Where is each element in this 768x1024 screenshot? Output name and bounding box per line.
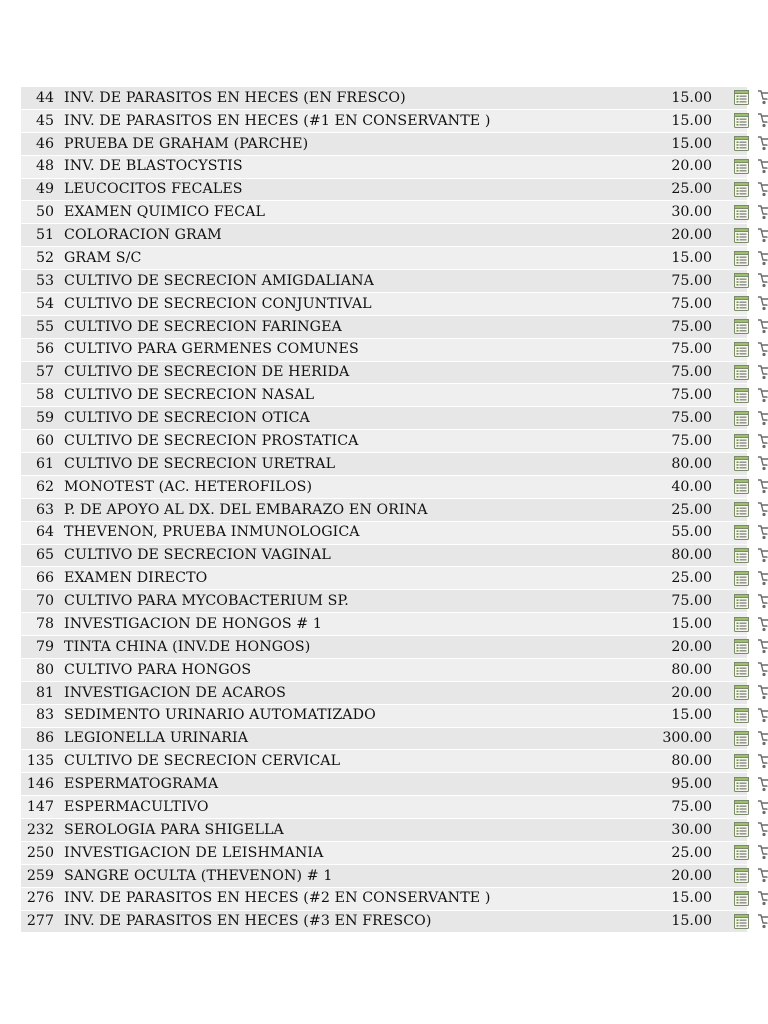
test-code: 61 — [35, 455, 54, 472]
test-code: 51 — [35, 227, 54, 244]
table-row — [21, 224, 747, 247]
document-list-icon[interactable] — [732, 799, 751, 816]
document-list-icon[interactable] — [732, 158, 751, 175]
add-to-cart-icon[interactable] — [757, 158, 768, 175]
test-code: 50 — [35, 204, 54, 221]
add-to-cart-icon[interactable] — [757, 318, 768, 335]
row-actions — [732, 478, 768, 495]
test-price: 15.00 — [671, 913, 712, 930]
test-code: 78 — [35, 615, 54, 632]
row-actions — [732, 730, 768, 747]
row-actions — [732, 638, 768, 655]
test-name: EXAMEN DIRECTO — [64, 571, 208, 586]
add-to-cart-icon[interactable] — [757, 570, 768, 587]
add-to-cart-icon[interactable] — [757, 524, 768, 541]
add-to-cart-icon[interactable] — [757, 844, 768, 861]
test-code: 81 — [35, 684, 54, 701]
test-code: 58 — [35, 387, 54, 404]
table-row — [21, 773, 747, 796]
test-name: CULTIVO DE SECRECION CONJUNTIVAL — [64, 296, 372, 311]
document-list-icon[interactable] — [732, 433, 751, 450]
test-price: 15.00 — [671, 89, 712, 106]
document-list-icon[interactable] — [732, 501, 751, 518]
test-price: 80.00 — [671, 455, 712, 472]
test-name: CULTIVO PARA MYCOBACTERIUM SP. — [64, 594, 349, 609]
table-row — [21, 339, 747, 362]
test-price: 95.00 — [671, 776, 712, 793]
document-list-icon[interactable] — [732, 181, 751, 198]
test-name: SANGRE OCULTA (THEVENON) # 1 — [64, 868, 333, 883]
test-price: 75.00 — [671, 387, 712, 404]
add-to-cart-icon[interactable] — [757, 204, 768, 221]
table-row — [21, 384, 747, 407]
table-row — [21, 842, 747, 865]
row-actions — [732, 524, 768, 541]
document-list-icon[interactable] — [732, 341, 751, 358]
row-actions — [732, 250, 768, 267]
document-list-icon[interactable] — [732, 821, 751, 838]
row-actions — [732, 135, 768, 152]
test-price: 15.00 — [671, 112, 712, 129]
test-name: CULTIVO PARA HONGOS — [64, 662, 252, 677]
document-list-icon[interactable] — [732, 204, 751, 221]
add-to-cart-icon[interactable] — [757, 799, 768, 816]
test-name: TINTA CHINA (INV.DE HONGOS) — [64, 639, 311, 655]
test-price: 80.00 — [671, 547, 712, 564]
test-name: CULTIVO DE SECRECION DE HERIDA — [64, 365, 350, 380]
row-actions — [732, 433, 768, 450]
document-list-icon[interactable] — [732, 570, 751, 587]
add-to-cart-icon[interactable] — [757, 410, 768, 427]
document-list-icon[interactable] — [732, 112, 751, 129]
table-row — [21, 682, 747, 705]
add-to-cart-icon[interactable] — [757, 684, 768, 701]
document-list-icon[interactable] — [732, 638, 751, 655]
test-price: 80.00 — [671, 661, 712, 678]
row-actions — [732, 799, 768, 816]
add-to-cart-icon[interactable] — [757, 341, 768, 358]
test-name: CULTIVO DE SECRECION VAGINAL — [64, 548, 331, 563]
document-list-icon[interactable] — [732, 867, 751, 884]
test-code: 57 — [35, 364, 54, 381]
test-price: 20.00 — [671, 684, 712, 701]
test-code: 146 — [26, 776, 54, 793]
test-name: INV. DE PARASITOS EN HECES (#3 EN FRESCO) — [64, 914, 432, 929]
test-code: 46 — [35, 135, 54, 152]
document-list-icon[interactable] — [732, 250, 751, 267]
test-name: SEROLOGIA PARA SHIGELLA — [64, 822, 284, 838]
document-list-icon[interactable] — [732, 410, 751, 427]
test-name: CULTIVO DE SECRECION AMIGDALIANA — [64, 273, 374, 289]
row-actions — [732, 455, 768, 472]
add-to-cart-icon[interactable] — [757, 776, 768, 793]
row-actions — [732, 295, 768, 312]
test-code: 80 — [35, 661, 54, 678]
test-name: INVESTIGACION DE ACAROS — [64, 685, 286, 700]
table-row — [21, 407, 747, 430]
test-name: GRAM S/C — [64, 250, 142, 266]
add-to-cart-icon[interactable] — [757, 478, 768, 495]
row-actions — [732, 227, 768, 244]
test-code: 55 — [35, 318, 54, 335]
test-code: 147 — [26, 798, 54, 815]
test-name: LEUCOCITOS FECALES — [64, 182, 243, 197]
test-name: COLORACION GRAM — [64, 228, 222, 243]
row-actions — [732, 410, 768, 427]
test-price: 20.00 — [671, 638, 712, 655]
add-to-cart-icon[interactable] — [757, 364, 768, 381]
add-to-cart-icon[interactable] — [757, 821, 768, 838]
document-list-icon[interactable] — [732, 661, 751, 678]
test-code: 232 — [26, 821, 54, 838]
test-price: 75.00 — [671, 295, 712, 312]
test-name: CULTIVO DE SECRECION FARINGEA — [64, 319, 342, 334]
test-price: 75.00 — [671, 364, 712, 381]
test-name: CULTIVO DE SECRECION OTICA — [64, 411, 310, 426]
add-to-cart-icon[interactable] — [757, 547, 768, 564]
row-actions — [732, 89, 768, 106]
table-row — [21, 453, 747, 476]
add-to-cart-icon[interactable] — [757, 501, 768, 518]
table-row — [21, 819, 747, 842]
test-name: INV. DE PARASITOS EN HECES (EN FRESCO) — [64, 90, 406, 106]
row-actions — [732, 867, 768, 884]
test-price: 75.00 — [671, 318, 712, 335]
document-list-icon[interactable] — [732, 890, 751, 907]
test-price: 40.00 — [671, 478, 712, 495]
test-code: 79 — [35, 638, 54, 655]
row-actions — [732, 821, 768, 838]
test-price: 25.00 — [671, 844, 712, 861]
test-name: CULTIVO PARA GERMENES COMUNES — [64, 342, 359, 357]
add-to-cart-icon[interactable] — [757, 616, 768, 633]
table-row — [21, 545, 747, 568]
test-code: 70 — [35, 593, 54, 610]
test-price: 15.00 — [671, 615, 712, 632]
add-to-cart-icon[interactable] — [757, 272, 768, 289]
test-code: 59 — [35, 410, 54, 427]
test-name: EXAMEN QUIMICO FECAL — [64, 205, 266, 220]
row-actions — [732, 204, 768, 221]
test-name: PRUEBA DE GRAHAM (PARCHE) — [64, 136, 309, 151]
table-row — [21, 156, 747, 179]
row-actions — [732, 844, 768, 861]
table-row — [21, 110, 747, 133]
document-list-icon[interactable] — [732, 318, 751, 335]
row-actions — [732, 364, 768, 381]
table-row — [21, 865, 747, 888]
document-list-icon[interactable] — [732, 227, 751, 244]
table-row — [21, 316, 747, 339]
row-actions — [732, 776, 768, 793]
test-code: 66 — [35, 570, 54, 587]
document-list-icon[interactable] — [732, 524, 751, 541]
row-actions — [732, 318, 768, 335]
table-row — [21, 590, 747, 613]
test-price: 30.00 — [671, 821, 712, 838]
test-code: 54 — [35, 295, 54, 312]
test-price: 15.00 — [671, 707, 712, 724]
test-code: 65 — [35, 547, 54, 564]
document-list-icon[interactable] — [732, 295, 751, 312]
add-to-cart-icon[interactable] — [757, 433, 768, 450]
test-name: THEVENON, PRUEBA INMUNOLOGICA — [64, 525, 360, 540]
row-actions — [732, 913, 768, 930]
document-list-icon[interactable] — [732, 684, 751, 701]
document-list-icon[interactable] — [732, 776, 751, 793]
test-code: 53 — [35, 272, 54, 289]
row-actions — [732, 181, 768, 198]
test-name: CULTIVO DE SECRECION CERVICAL — [64, 754, 341, 769]
table-row — [21, 430, 747, 453]
table-row — [21, 567, 747, 590]
table-row — [21, 911, 747, 934]
add-to-cart-icon[interactable] — [757, 89, 768, 106]
test-name: INV. DE BLASTOCYSTIS — [64, 159, 243, 174]
table-row — [21, 499, 747, 522]
test-name: ESPERMATOGRAMA — [64, 777, 219, 792]
test-price: 15.00 — [671, 135, 712, 152]
test-name: INV. DE PARASITOS EN HECES (#2 EN CONSERVANTE ) — [64, 891, 491, 906]
add-to-cart-icon[interactable] — [757, 112, 768, 129]
document-list-icon[interactable] — [732, 730, 751, 747]
test-name: CULTIVO DE SECRECION PROSTATICA — [64, 433, 359, 449]
document-list-icon[interactable] — [732, 364, 751, 381]
row-actions — [732, 707, 768, 724]
add-to-cart-icon[interactable] — [757, 227, 768, 244]
add-to-cart-icon[interactable] — [757, 250, 768, 267]
row-actions — [732, 112, 768, 129]
add-to-cart-icon[interactable] — [757, 455, 768, 472]
table-row — [21, 522, 747, 545]
test-price: 15.00 — [671, 249, 712, 266]
test-price: 75.00 — [671, 410, 712, 427]
test-name: SEDIMENTO URINARIO AUTOMATIZADO — [64, 708, 376, 723]
add-to-cart-icon[interactable] — [757, 661, 768, 678]
table-row — [21, 362, 747, 385]
row-actions — [732, 616, 768, 633]
test-price: 75.00 — [671, 798, 712, 815]
table-row — [21, 133, 747, 156]
add-to-cart-icon[interactable] — [757, 135, 768, 152]
test-price: 20.00 — [671, 867, 712, 884]
add-to-cart-icon[interactable] — [757, 181, 768, 198]
test-name: CULTIVO DE SECRECION NASAL — [64, 388, 315, 403]
row-actions — [732, 341, 768, 358]
test-price: 300.00 — [662, 730, 712, 747]
test-price: 20.00 — [671, 158, 712, 175]
add-to-cart-icon[interactable] — [757, 707, 768, 724]
table-row — [21, 179, 747, 202]
test-code: 86 — [35, 730, 54, 747]
test-name: INVESTIGACION DE LEISHMANIA — [64, 845, 324, 860]
table-row — [21, 705, 747, 728]
add-to-cart-icon[interactable] — [757, 593, 768, 610]
test-code: 83 — [35, 707, 54, 724]
add-to-cart-icon[interactable] — [757, 890, 768, 907]
test-name: P. DE APOYO AL DX. DEL EMBARAZO EN ORINA — [64, 502, 428, 517]
test-name: CULTIVO DE SECRECION URETRAL — [64, 456, 336, 472]
document-list-icon[interactable] — [732, 753, 751, 770]
add-to-cart-icon[interactable] — [757, 867, 768, 884]
table-row — [21, 613, 747, 636]
table-row — [21, 636, 747, 659]
add-to-cart-icon[interactable] — [757, 638, 768, 655]
test-name: LEGIONELLA URINARIA — [64, 731, 249, 746]
test-price: 80.00 — [671, 753, 712, 770]
table-row — [21, 247, 747, 270]
add-to-cart-icon[interactable] — [757, 730, 768, 747]
test-code: 259 — [26, 867, 54, 884]
table-row — [21, 796, 747, 819]
document-list-icon[interactable] — [732, 135, 751, 152]
test-code: 56 — [35, 341, 54, 358]
test-name: ESPERMACULTIVO — [64, 799, 209, 815]
test-price: 55.00 — [671, 524, 712, 541]
test-name: INV. DE PARASITOS EN HECES (#1 EN CONSERVANTE ) — [64, 113, 491, 128]
test-code: 135 — [26, 753, 54, 770]
row-actions — [732, 547, 768, 564]
document-list-icon[interactable] — [732, 913, 751, 930]
document-list-icon[interactable] — [732, 616, 751, 633]
document-list-icon[interactable] — [732, 89, 751, 106]
document-list-icon[interactable] — [732, 844, 751, 861]
document-list-icon[interactable] — [732, 387, 751, 404]
document-list-icon[interactable] — [732, 593, 751, 610]
test-price: 75.00 — [671, 593, 712, 610]
test-price: 75.00 — [671, 432, 712, 449]
row-actions — [732, 570, 768, 587]
document-list-icon[interactable] — [732, 478, 751, 495]
test-code: 250 — [26, 844, 54, 861]
test-code: 60 — [35, 432, 54, 449]
row-actions — [732, 158, 768, 175]
test-price: 25.00 — [671, 570, 712, 587]
test-price: 25.00 — [671, 501, 712, 518]
add-to-cart-icon[interactable] — [757, 913, 768, 930]
test-code: 62 — [35, 478, 54, 495]
row-actions — [732, 593, 768, 610]
add-to-cart-icon[interactable] — [757, 295, 768, 312]
row-actions — [732, 272, 768, 289]
row-actions — [732, 890, 768, 907]
row-actions — [732, 387, 768, 404]
test-code: 277 — [26, 913, 54, 930]
test-name: MONOTEST (AC. HETEROFILOS) — [64, 479, 313, 494]
test-price: 75.00 — [671, 341, 712, 358]
price-list-table — [21, 87, 747, 933]
test-name: INVESTIGACION DE HONGOS # 1 — [64, 616, 322, 632]
test-code: 63 — [35, 501, 54, 518]
table-row — [21, 750, 747, 773]
test-price: 30.00 — [671, 204, 712, 221]
test-code: 52 — [35, 249, 54, 266]
test-code: 45 — [35, 112, 54, 129]
test-price: 15.00 — [671, 890, 712, 907]
test-code: 48 — [35, 158, 54, 175]
table-row — [21, 293, 747, 316]
table-row — [21, 476, 747, 499]
test-price: 20.00 — [671, 227, 712, 244]
test-code: 44 — [35, 89, 54, 106]
document-list-icon[interactable] — [732, 707, 751, 724]
document-list-icon[interactable] — [732, 455, 751, 472]
test-code: 276 — [26, 890, 54, 907]
add-to-cart-icon[interactable] — [757, 753, 768, 770]
table-row — [21, 659, 747, 682]
row-actions — [732, 661, 768, 678]
document-list-icon[interactable] — [732, 547, 751, 564]
add-to-cart-icon[interactable] — [757, 387, 768, 404]
table-row — [21, 87, 747, 110]
test-price: 25.00 — [671, 181, 712, 198]
table-row — [21, 201, 747, 224]
table-row — [21, 270, 747, 293]
row-actions — [732, 753, 768, 770]
table-row — [21, 728, 747, 751]
test-price: 75.00 — [671, 272, 712, 289]
row-actions — [732, 501, 768, 518]
test-code: 64 — [35, 524, 54, 541]
test-code: 49 — [35, 181, 54, 198]
document-list-icon[interactable] — [732, 272, 751, 289]
table-row — [21, 888, 747, 911]
row-actions — [732, 684, 768, 701]
